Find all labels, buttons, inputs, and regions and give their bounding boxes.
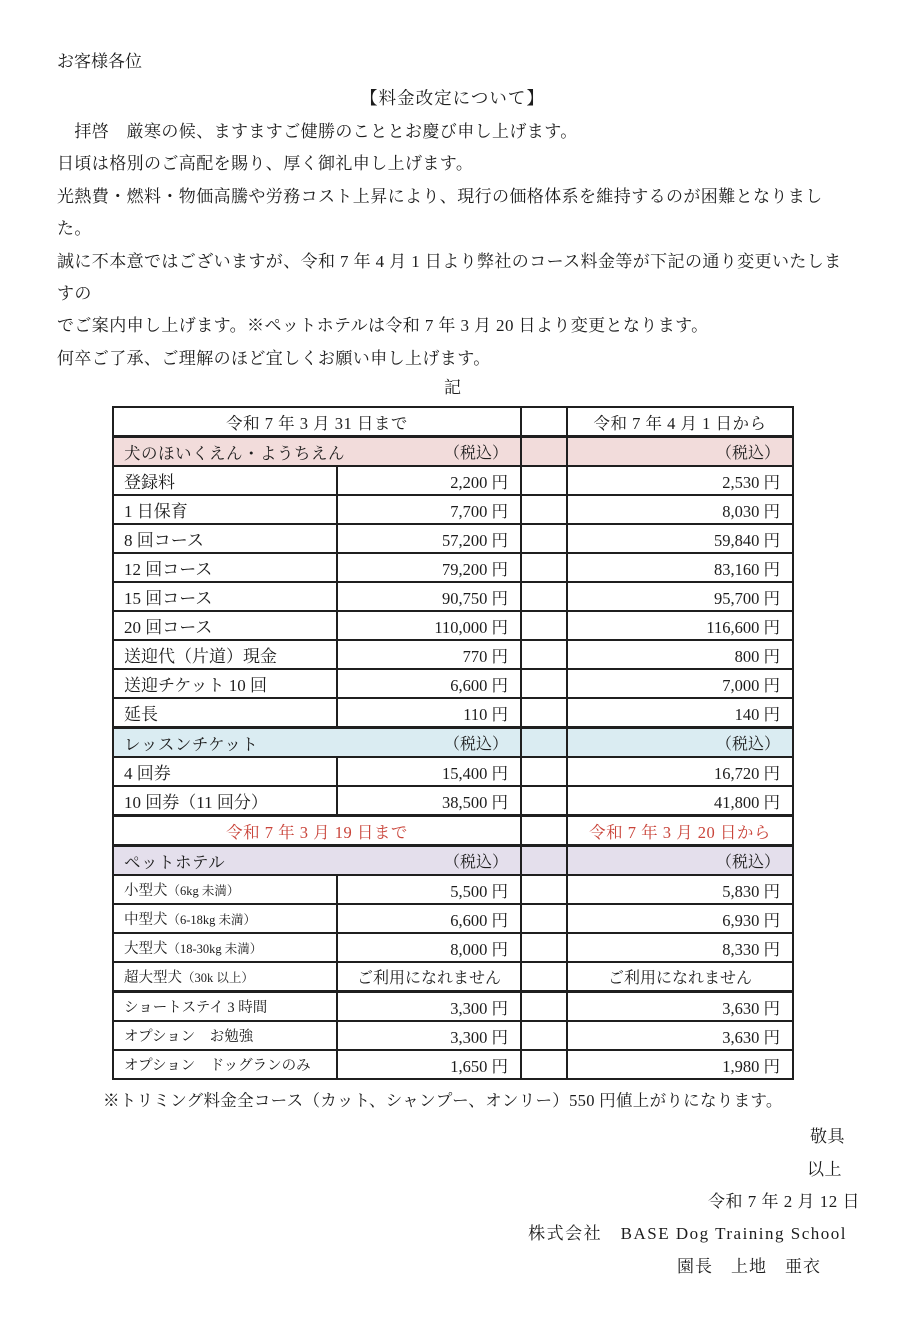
table-row	[113, 728, 793, 758]
table-row	[113, 1021, 793, 1050]
spacer-cell	[521, 640, 567, 669]
item-label: オプション お勉強	[124, 1029, 254, 1046]
price-table	[112, 406, 794, 1080]
old-price-cell: 2,200 円	[337, 466, 521, 495]
item-label-cell	[113, 669, 337, 698]
spacer-cell	[521, 875, 567, 904]
new-period-header: 令和 7 年 4 月 1 日から	[567, 407, 793, 437]
item-label: 20 回コース	[124, 618, 213, 638]
new-price-cell: 2,530 円	[567, 466, 793, 495]
item-label: 小型犬	[124, 883, 168, 900]
item-label-cell	[113, 992, 337, 1022]
table-row	[113, 407, 793, 437]
spacer-cell	[521, 524, 567, 553]
table-row	[113, 640, 793, 669]
old-price-cell: 57,200 円	[337, 524, 521, 553]
old-price-cell: 770 円	[337, 640, 521, 669]
section-header-cell	[113, 728, 521, 758]
table-row	[113, 846, 793, 876]
item-label: 超大型犬	[124, 970, 182, 987]
old-price-cell: 5,500 円	[337, 875, 521, 904]
item-label: 15 回コース	[124, 589, 213, 609]
new-price-cell: 8,030 円	[567, 495, 793, 524]
document-page	[0, 50, 905, 1330]
item-label-cell	[113, 524, 337, 553]
new-price-cell: 83,160 円	[567, 553, 793, 582]
spacer-cell	[521, 553, 567, 582]
item-label-cell	[113, 466, 337, 495]
new-price-cell: 59,840 円	[567, 524, 793, 553]
table-row	[113, 553, 793, 582]
item-label: 8 回コース	[124, 531, 204, 551]
letter-body-line: 誠に不本意ではございますが、令和 7 年 4 月 1 日より弊社のコース料金等が下記の通り変更いたしますの	[57, 251, 842, 304]
old-price-cell: 1,650 円	[337, 1050, 521, 1079]
new-price-cell: 1,980 円	[567, 1050, 793, 1079]
table-row	[113, 904, 793, 933]
table-row	[113, 437, 793, 467]
table-row	[113, 933, 793, 962]
spacer-cell	[521, 757, 567, 786]
item-label: 12 回コース	[124, 560, 213, 580]
new-date-note: 令和 7 年 3 月 20 日から	[567, 816, 793, 846]
trimming-footnote: ※トリミング料金全コース（カット、シャンプー、オンリー）550 円値上がりになります。	[103, 1091, 783, 1111]
item-label-detail: （18-30kg 未満）	[167, 942, 263, 957]
old-price-cell: 90,750 円	[337, 582, 521, 611]
section-label: 犬のほいくえん・ようちえん	[124, 443, 345, 463]
spacer-cell	[521, 846, 567, 876]
item-label-cell	[113, 875, 337, 904]
item-label-cell	[113, 553, 337, 582]
spacer-cell	[521, 466, 567, 495]
item-label-detail: （30k 以上）	[182, 971, 254, 986]
new-price-cell: 116,600 円	[567, 611, 793, 640]
new-price-cell: 41,800 円	[567, 786, 793, 816]
spacer-cell	[521, 698, 567, 728]
new-price-cell: 800 円	[567, 640, 793, 669]
new-price-cell: 140 円	[567, 698, 793, 728]
table-row	[113, 611, 793, 640]
new-price-cell: 16,720 円	[567, 757, 793, 786]
table-row	[113, 816, 793, 846]
item-label: オプション ドッグランのみ	[124, 1058, 311, 1075]
tax-included-label: （税込）	[567, 846, 793, 876]
new-price-cell: 6,930 円	[567, 904, 793, 933]
item-label-cell	[113, 582, 337, 611]
old-price-cell: 6,600 円	[337, 904, 521, 933]
letter-body-line: 日頃は格別のご高配を賜り、厚く御礼申し上げます。	[57, 154, 474, 174]
new-price-cell: 7,000 円	[567, 669, 793, 698]
old-price-cell: 110,000 円	[337, 611, 521, 640]
table-row	[113, 582, 793, 611]
spacer-cell	[521, 611, 567, 640]
old-price-cell: 15,400 円	[337, 757, 521, 786]
item-label-cell	[113, 962, 337, 992]
item-label-cell	[113, 757, 337, 786]
item-label-cell	[113, 611, 337, 640]
page-title: 【料金改定について】	[360, 88, 545, 108]
signer-name: 園長 上地 亜衣	[677, 1256, 821, 1276]
letter-body-line: 何卒ご了承、ご理解のほど宜しくお願い申し上げます。	[57, 348, 491, 368]
table-row	[113, 466, 793, 495]
spacer-cell	[521, 407, 567, 437]
old-period-header: 令和 7 年 3 月 31 日まで	[113, 407, 521, 437]
item-label: 送迎チケット 10 回	[124, 676, 267, 696]
spacer-cell	[521, 933, 567, 962]
item-label: 4 回券	[124, 764, 171, 784]
old-date-note: 令和 7 年 3 月 19 日まで	[113, 816, 521, 846]
new-price-cell: 5,830 円	[567, 875, 793, 904]
company-name: 株式会社 BASE Dog Training School	[528, 1224, 847, 1244]
item-label-cell	[113, 640, 337, 669]
spacer-cell	[521, 495, 567, 524]
table-row	[113, 757, 793, 786]
table-row	[113, 1050, 793, 1079]
item-label-cell	[113, 1050, 337, 1079]
item-label: 延長	[124, 705, 158, 725]
spacer-cell	[521, 1021, 567, 1050]
closing-keigu: 敬具	[810, 1127, 845, 1147]
item-label-cell	[113, 786, 337, 816]
new-price-cell: 8,330 円	[567, 933, 793, 962]
spacer-cell	[521, 816, 567, 846]
new-price-cell: 3,630 円	[567, 1021, 793, 1050]
table-row	[113, 992, 793, 1022]
item-label: 1 日保育	[124, 502, 188, 522]
salutation: お客様各位	[57, 52, 142, 71]
document-date: 令和 7 年 2 月 12 日	[708, 1192, 860, 1212]
item-label-cell	[113, 933, 337, 962]
closing-ijou: 以上	[807, 1159, 842, 1179]
section-label: レッスンチケット	[124, 734, 259, 754]
item-label: 送迎代（片道）現金	[124, 647, 277, 667]
item-label-cell	[113, 495, 337, 524]
spacer-cell	[521, 669, 567, 698]
item-label-detail: （6kg 未満）	[167, 884, 240, 899]
spacer-cell	[521, 992, 567, 1022]
spacer-cell	[521, 582, 567, 611]
spacer-cell	[521, 437, 567, 467]
old-price-cell: 7,700 円	[337, 495, 521, 524]
item-label: 中型犬	[124, 912, 168, 929]
spacer-cell	[521, 728, 567, 758]
item-label: ショートステイ 3 時間	[124, 1000, 268, 1017]
item-label-detail: （6-18kg 未満）	[167, 913, 257, 928]
item-label-cell	[113, 904, 337, 933]
old-price-cell: ご利用になれません	[337, 962, 521, 992]
section-header-cell	[113, 437, 521, 467]
letter-body-line: 光熱費・燃料・物価高騰や労務コスト上昇により、現行の価格体系を維持するのが困難となりました。	[57, 186, 823, 239]
closing-block	[0, 1121, 905, 1283]
table-row	[113, 875, 793, 904]
item-label: 10 回券（11 回分）	[124, 793, 268, 813]
tax-included-label: （税込）	[443, 736, 508, 754]
tax-included-label: （税込）	[443, 854, 508, 872]
item-label: 登録料	[124, 473, 175, 493]
new-price-cell: 95,700 円	[567, 582, 793, 611]
old-price-cell: 3,300 円	[337, 1021, 521, 1050]
table-row	[113, 698, 793, 728]
table-row	[113, 495, 793, 524]
item-label-cell	[113, 1021, 337, 1050]
letter-body-line: でご案内申し上げます。※ペットホテルは令和 7 年 3 月 20 日より変更となります。	[57, 316, 709, 336]
old-price-cell: 38,500 円	[337, 786, 521, 816]
item-label-cell	[113, 698, 337, 728]
old-price-cell: 110 円	[337, 698, 521, 728]
tax-included-label: （税込）	[567, 728, 793, 758]
section-header-cell	[113, 846, 521, 876]
old-price-cell: 6,600 円	[337, 669, 521, 698]
old-price-cell: 3,300 円	[337, 992, 521, 1022]
tax-included-label: （税込）	[443, 445, 508, 463]
section-label: ペットホテル	[124, 852, 226, 872]
new-price-cell: 3,630 円	[567, 992, 793, 1022]
table-row	[113, 962, 793, 992]
new-price-cell: ご利用になれません	[567, 962, 793, 992]
old-price-cell: 8,000 円	[337, 933, 521, 962]
table-row	[113, 524, 793, 553]
item-label: 大型犬	[124, 941, 168, 958]
spacer-cell	[521, 1050, 567, 1079]
table-row	[113, 786, 793, 816]
spacer-cell	[521, 904, 567, 933]
ki-marker: 記	[444, 378, 461, 398]
tax-included-label: （税込）	[567, 437, 793, 467]
letter-body-line: 拝啓 厳寒の候、ますますご健勝のこととお慶び申し上げます。	[57, 122, 578, 141]
old-price-cell: 79,200 円	[337, 553, 521, 582]
spacer-cell	[521, 786, 567, 816]
letter-body	[57, 116, 850, 375]
spacer-cell	[521, 962, 567, 992]
table-row	[113, 669, 793, 698]
